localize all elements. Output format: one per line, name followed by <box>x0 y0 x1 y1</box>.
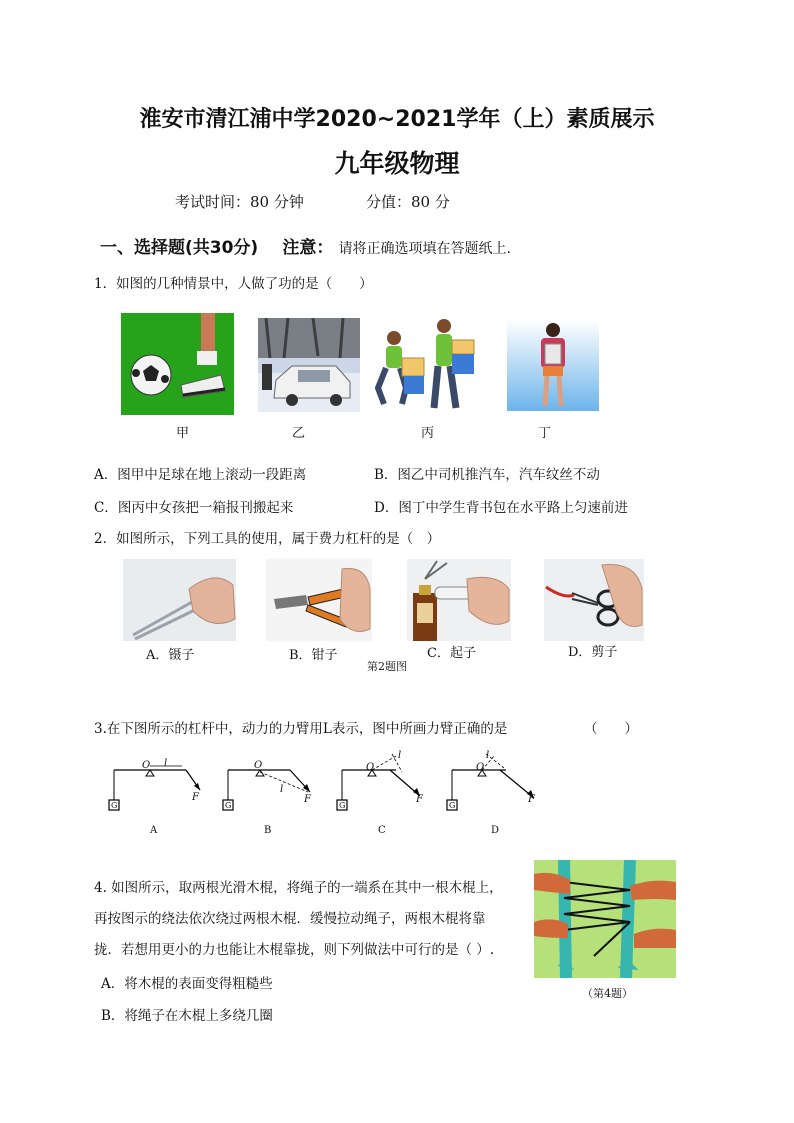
q1-caption-jia: 甲 <box>176 426 190 441</box>
girl-lifting-box-illustration <box>372 318 484 412</box>
q2-caption-a: A．镊子 <box>146 648 195 663</box>
lever-d-arm-label: l <box>486 750 490 761</box>
q1-image-jia-soccer <box>121 313 234 415</box>
lever-c-weight-label: G <box>339 801 346 810</box>
exam-score: 分值：80 分 <box>366 193 450 211</box>
question-1-stem: 1．如图的几种情景中，人做了功的是（ ） <box>94 276 373 292</box>
lever-label-d: D <box>491 825 500 836</box>
exam-title: 淮安市清江浦中学2020~2021学年（上）素质展示 <box>139 107 655 132</box>
lever-figure-a <box>104 752 204 818</box>
question-4-line-3: 拢．若想用更小的力也能让木棍靠拢，则下列做法中可行的是（ ）. <box>94 942 495 958</box>
student-with-backpack-illustration <box>507 320 599 411</box>
lever-d-force-label: F <box>528 794 535 805</box>
q1-caption-yi: 乙 <box>292 426 306 441</box>
lever-b-force-label: F <box>304 794 311 805</box>
lever-d-pivot-label: O <box>476 762 485 773</box>
lever-d-weight-label: G <box>449 801 456 810</box>
soccer-kick-illustration <box>121 313 234 415</box>
q2-caption-b: B．钳子 <box>289 648 338 663</box>
lever-figure-b <box>218 752 318 818</box>
sticks-and-rope-illustration <box>534 860 676 978</box>
lever-a-weight-label: G <box>111 801 118 810</box>
question-3-stem: 3.在下图所示的杠杆中，动力的力臂用L表示，图中所画力臂正确的是 <box>94 721 508 737</box>
question-4-line-2: 再按图示的绕法依次绕过两根木棍．缓慢拉动绳子，两根木棍将靠 <box>94 911 486 927</box>
q1-image-bing-box <box>372 318 484 412</box>
bottle-opener-illustration <box>407 559 511 641</box>
q1-caption-ding: 丁 <box>538 426 552 441</box>
section-heading <box>100 233 511 258</box>
lever-a-pivot-label: O <box>142 760 151 771</box>
scissors-illustration <box>544 559 644 641</box>
exam-time: 考试时间：80 分钟 <box>175 193 304 211</box>
lever-label-b: B <box>264 825 272 836</box>
lever-figure-d <box>442 752 542 818</box>
q1-option-d: D．图丁中学生背书包在水平路上匀速前进 <box>374 500 628 516</box>
note-label: 注意： <box>282 238 334 258</box>
q4-option-a: A．将木棍的表面变得粗糙些 <box>101 976 273 992</box>
q4-figure-caption: （第4题） <box>582 987 633 1000</box>
lever-b-weight-label: G <box>225 801 232 810</box>
question-4-line-1: 4. 如图所示，取两根光滑木棍，将绳子的一端系在其中一根木棍上， <box>94 880 503 896</box>
car-in-snow-illustration <box>258 318 360 412</box>
tweezers-illustration <box>123 559 236 641</box>
lever-c-force-label: F <box>416 794 423 805</box>
q2-image-bottle-opener <box>407 559 511 641</box>
lever-c-pivot-label: O <box>366 762 375 773</box>
q1-image-ding-student <box>507 320 599 411</box>
q1-caption-bing: 丙 <box>421 426 435 441</box>
q4-image-sticks-rope <box>534 860 676 978</box>
lever-label-a: A <box>150 825 158 836</box>
pliers-illustration <box>266 559 372 641</box>
lever-a-force-label: F <box>192 792 199 803</box>
q2-caption-d: D．剪子 <box>568 645 618 660</box>
lever-b-arm-label: l <box>280 784 284 795</box>
q4-option-b: B．将绳子在木棍上多绕几圈 <box>101 1008 273 1024</box>
q1-option-c: C．图丙中女孩把一箱报刊搬起来 <box>94 500 294 516</box>
q2-figure-caption: 第2题图 <box>367 660 407 673</box>
lever-label-c: C <box>378 825 386 836</box>
q2-image-scissors <box>544 559 644 641</box>
note-text: 请将正确选项填在答题纸上. <box>338 241 511 257</box>
q2-caption-c: C．起子 <box>427 646 476 661</box>
lever-c-arm-label: l <box>398 750 402 761</box>
exam-subject: 九年级物理 <box>334 149 460 178</box>
question-3-bracket: （ ） <box>584 721 638 737</box>
question-2-stem: 2．如图所示，下列工具的使用，属于费力杠杆的是（ ） <box>94 531 441 547</box>
lever-b-pivot-label: O <box>254 760 263 771</box>
section-title: 一、选择题(共30分) <box>100 238 259 258</box>
q2-image-tweezers <box>123 559 236 641</box>
lever-a-arm-label: l <box>164 758 168 769</box>
q1-image-yi-car <box>258 318 360 412</box>
q1-option-a: A．图甲中足球在地上滚动一段距离 <box>94 467 307 483</box>
q1-option-b: B．图乙中司机推汽车，汽车纹丝不动 <box>374 467 600 483</box>
q2-image-pliers <box>266 559 372 641</box>
